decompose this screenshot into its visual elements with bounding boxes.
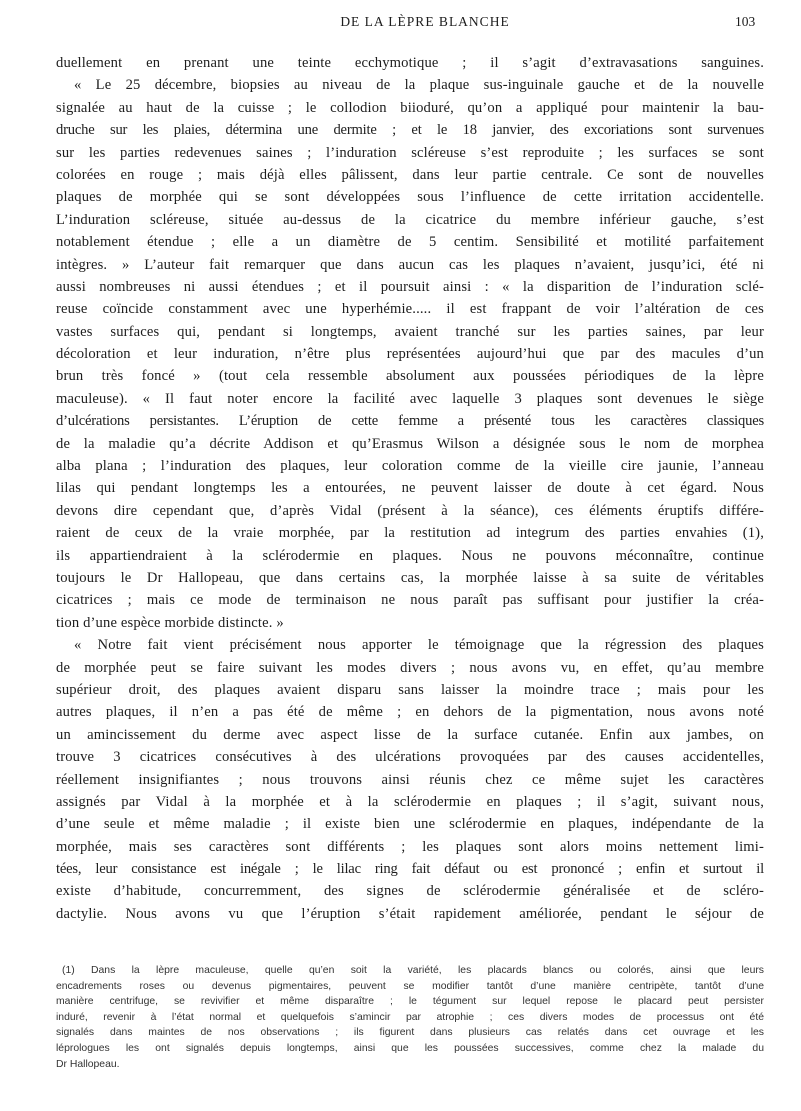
text-line: duellement en prenant une teinte ecchymotique ; il s’agit d’extravasations sanguines. (56, 55, 764, 71)
text-line: « Le 25 décembre, biopsies au niveau de la plaque sus-inguinale gauche et de la nouvelle (74, 77, 764, 94)
body-text (56, 52, 764, 925)
text-line: alba plana ; l’induration des plaques, leur coloration comme de la vieille cire jaunie, l’anneau (56, 458, 764, 475)
text-line: assignés par Vidal à la morphée et à la sclérodermie en plaques ; il s’agit, suivant nous, (56, 793, 764, 810)
text-line: autres plaques, il n’en a pas été de même ; en dehors de la pigmentation, nous avons noté (56, 704, 764, 721)
text-line: ils appartiendraient à la sclérodermie en plaques. Nous ne pouvons méconnaître, continue (56, 547, 764, 564)
footnote (56, 963, 764, 1072)
text-line: notablement étendue ; elle a un diamètre de 5 centim. Sensibilité et motilité parfaitement (56, 234, 764, 251)
text-line: signalée au haut de la cuisse ; le collodion biioduré, qu’on a appliqué pour maintenir la bau- (56, 99, 764, 116)
text-line: aussi nombreuses ni aussi étendues ; et il poursuit ainsi : « la disparition de l’induration sclé- (56, 278, 764, 295)
text-line: réellement insignifiantes ; nous trouvons ainsi réunis chez ce même sujet les caractères (56, 771, 764, 788)
text-line: L’induration scléreuse, située au-dessus de la cicatrice du membre inférieur gauche, s’est (56, 211, 764, 228)
text-line: reuse coïncide constamment avec une hyperhémie..... il est frappant de voir l’altération de ces (56, 301, 764, 318)
text-line: « Notre fait vient précisément nous apporter le témoignage que la régression des plaques (74, 637, 764, 654)
text-line: colorées en rouge ; mais déjà elles pâlissent, dans leur partie centrale. Ce sont de nouvelles (56, 166, 764, 183)
text-line: toujours le Dr Hallopeau, que dans certains cas, la morphée laisse à sa suite de véritables (56, 569, 764, 586)
text-line: devons dire cependant que, d’après Vidal (présent à la séance), ces éléments éruptifs différe- (56, 502, 764, 519)
footnote-line: encadrements roses ou devenus pigmentaires, peuvent se modifier tantôt d’une manière centripète, tantôt d’une (56, 980, 764, 992)
text-line: de morphée peut se faire suivant les modes divers ; nous avons vu, en effet, qu’au membre (56, 659, 764, 676)
text-line: un amincissement du derme avec aspect lisse de la surface cutanée. Enfin aux jambes, on (56, 726, 764, 743)
text-line: plaques de morphée qui se sont développées sous l’influence de cette irritation accidentelle. (56, 189, 764, 206)
text-line: d’ulcérations persistantes. L’éruption de cette femme a présenté tous les caractères classiques (56, 413, 764, 430)
text-line: lilas qui pendant longtemps les a entourées, ne peuvent laisser de doute à cet égard. Nous (56, 480, 764, 497)
text-line: existe d’habitude, concurremment, des signes de sclérodermie généralisée et de scléro- (56, 883, 764, 900)
text-line: brun très foncé » (tout cela ressemble absolument aux poussées périodiques de la lèpre (56, 368, 764, 385)
text-line: vastes surfaces qui, pendant si longtemps, avaient tranché sur les parties saines, par leur (56, 323, 764, 340)
text-line: supérieur droit, des plaques avaient disparu sans laisser la moindre trace ; mais pour les (56, 681, 764, 698)
text-line: cicatrices ; mais ce mode de terminaison ne nous paraît pas suffisant pour justifier la créa- (56, 592, 764, 609)
running-head (0, 10, 801, 34)
footnote-line: signalés dans maintes de nos observations ; ils figurent dans plusieurs cas relatés dans cet ouvrage et les (56, 1027, 764, 1039)
text-line: maculeuse). « Il faut noter encore la facilité avec laquelle 3 plaques sont devenues le siège (56, 390, 764, 407)
text-line: morphée, mais ses caractères sont différents ; les plaques sont alors moins nettement limi- (56, 838, 764, 855)
footnote-line: induré, revenir à l’état normal et quelquefois s’amincir par atrophie ; ces divers modes de processus ont été (56, 1011, 764, 1023)
footnote-line: léprologues les ont signalés depuis longtemps, ainsi que les poussées successives, comme chez la malade du (56, 1042, 764, 1054)
page-number: 103 (735, 14, 756, 29)
running-title: DE LA LÈPRE BLANCHE (340, 14, 510, 29)
text-line: tées, leur consistance est inégale ; le lilac ring fait défaut ou est prononcé ; enfin et surtout il (56, 861, 764, 878)
footnote-line: Dr Hallopeau. (56, 1058, 120, 1070)
text-line: d’une seule et même maladie ; il existe bien une sclérodermie en plaques, indépendante de la (56, 816, 764, 833)
text-line: raient de ceux de la vraie morphée, par la restitution ad integrum des parties envahies (1), (56, 525, 764, 542)
text-line: tion d’une espèce morbide distincte. » (56, 614, 284, 631)
text-line: intègres. » L’auteur fait remarquer que dans aucun cas les plaques n’avaient, jusqu’ici, été ni (56, 256, 764, 273)
footnote-line: manière centrifuge, se revivifier et même disparaître ; le tégument sur lequel repose le placard peut persister (56, 996, 764, 1008)
text-line: décoloration et leur induration, n’être plus représentées aujourd’hui que par des macules d’un (56, 346, 764, 363)
text-line: de la maladie qu’a décrite Addison et qu’Erasmus Wilson a désignée sous le nom de morphea (56, 435, 764, 452)
text-line: dactylie. Nous avons vu que l’éruption s’était rapidement améliorée, pendant le séjour de (56, 905, 764, 922)
text-line: druche sur les plaies, détermina une dermite ; et le 18 janvier, des excoriations sont survenues (56, 122, 764, 139)
text-line: trouve 3 cicatrices consécutives à des ulcérations provoquées par des causes accidentelles, (56, 749, 764, 766)
footnote-line: (1) Dans la lèpre maculeuse, quelle qu’en soit la variété, les placards blancs ou colorés, ainsi que leurs (62, 965, 764, 976)
text-line: sur les parties redevenues saines ; l’induration scléreuse s’est reproduite ; les surfaces se sont (56, 144, 764, 161)
